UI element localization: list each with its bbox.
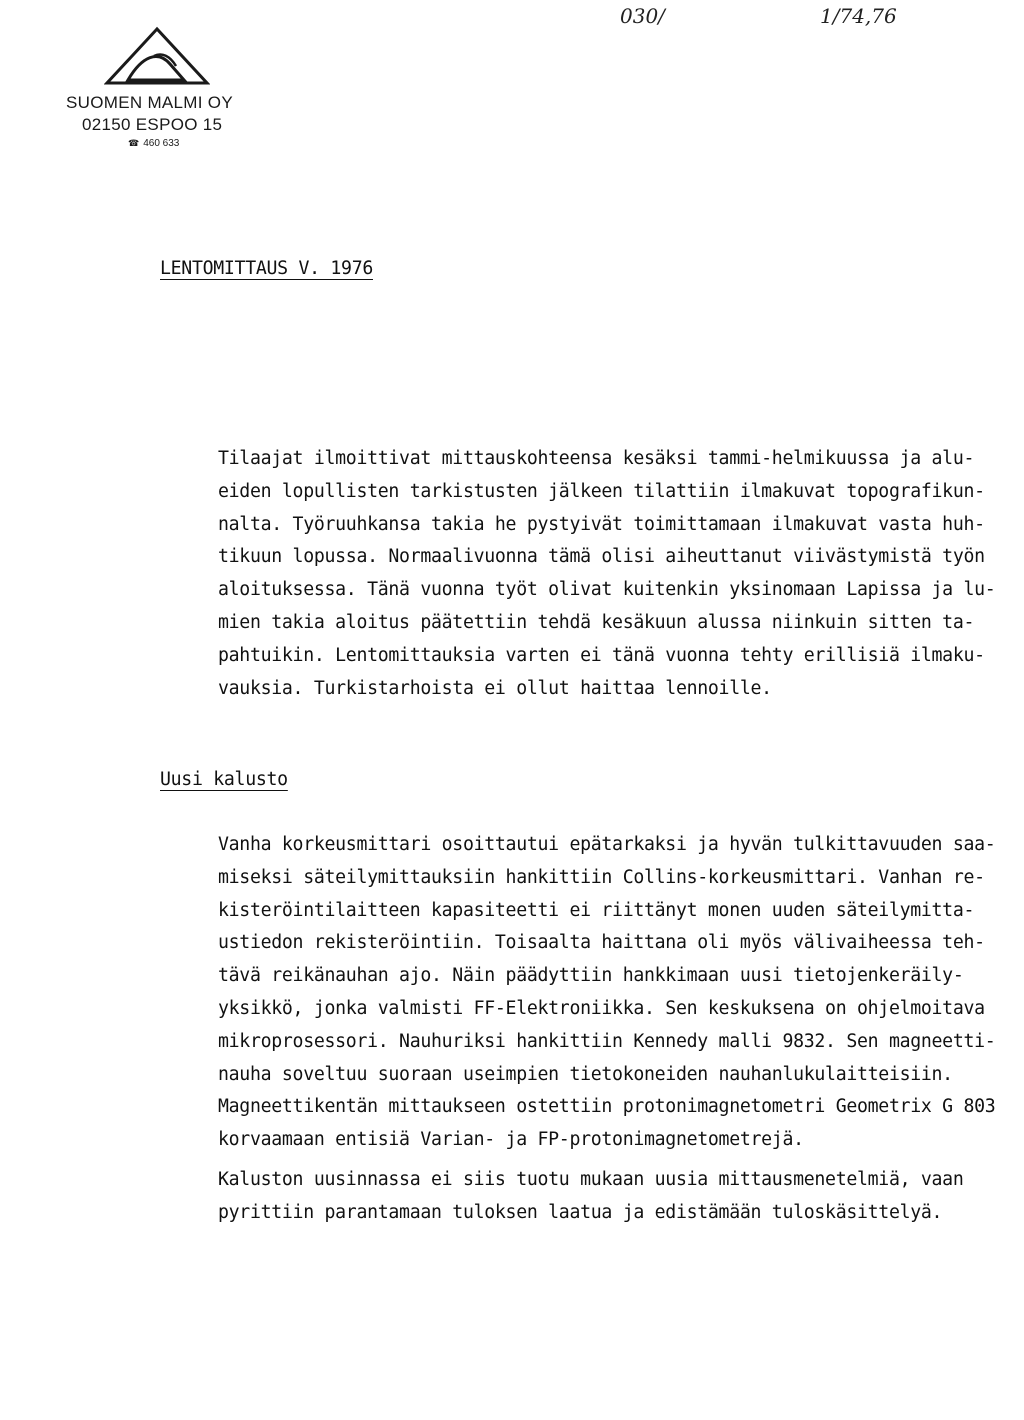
text-line: pyrittiin parantamaan tuloksen laatua ja edistämään tuloskäsittelyä. [218,1201,943,1223]
text-line: Tilaajat ilmoittivat mittauskohteensa kesäksi tammi-helmikuussa ja alu- [218,448,975,469]
company-phone [128,136,233,151]
text-line: nauha soveltuu suoraan useimpien tietokoneiden nauhanlukulaitteisiin. [218,1063,953,1085]
text-line: mikroprosessori. Nauhuriksi hankittiin Kennedy malli 9832. Sen magneetti- [218,1030,996,1052]
text-line: mien takia aloitus päätettiin tehdä kesäkuun alussa niinkuin sitten ta- [218,611,975,633]
handwritten-date: 1/74,76 [820,4,897,28]
company-letterhead [66,92,233,151]
text-line: tävä reikänauhan ajo. Näin päädyttiin hankkimaan uusi tietojenkeräily- [218,965,964,987]
text-line: pahtuikin. Lentomittauksia varten ei tänä vuonna tehty erillisiä ilmaku- [218,644,985,666]
text-line: tikuun lopussa. Normaalivuonna tämä olisi aiheuttanut viivästymistä työn [218,546,985,568]
text-line: nalta. Työruuhkansa takia he pystyivät toimittamaan ilmakuvat vasta huh- [218,513,985,535]
paragraph-equipment [218,829,1008,1157]
text-line: kisteröintilaitteen kapasiteetti ei riittänyt monen uuden säteilymitta- [218,899,975,921]
text-line: aloituksessa. Tänä vuonna työt olivat kuitenkin yksinomaan Lapissa ja lu- [218,579,996,601]
mountain-triangle-logo [104,26,210,86]
text-line: yksikkö, jonka valmisti FF-Elektroniikka. Sen keskuksena on ohjelmoitava [218,997,985,1019]
text-line: Kaluston uusinnassa ei siis tuotu mukaan uusia mittausmenetelmiä, vaan [218,1169,964,1190]
telephone-icon: ☎ [128,138,140,148]
paragraph-summary [218,1164,1008,1230]
text-line: Magneettikentän mittaukseen ostettiin protonimagnetometri Geometrix G 803 [218,1096,996,1118]
company-name: SUOMEN MALMI OY [66,93,233,112]
text-line: Vanha korkeusmittari osoittautui epätarkaksi ja hyvän tulkittavuuden saa- [218,834,996,855]
text-line: korvaamaan entisiä Varian- ja FP-protonimagnetometrejä. [218,1129,804,1151]
handwritten-reference: 030/ [620,4,665,28]
text-line: vauksia. Turkistarhoista ei ollut haittaa lennoille. [218,677,772,699]
text-line: miseksi säteilymittauksiin hankittiin Collins-korkeusmittari. Vanhan re- [218,866,985,888]
section-heading: Uusi kalusto [160,769,288,790]
paragraph-intro [218,443,1008,705]
text-line: eiden lopullisten tarkistusten jälkeen tilattiin ilmakuvat topografikun- [218,480,985,502]
company-address: 02150 ESPOO 15 [82,115,223,134]
text-line: ustiedon rekisteröintiin. Toisaalta haittana oli myös välivaiheessa teh- [218,932,985,954]
phone-number: 460 633 [143,138,180,149]
document-title: LENTOMITTAUS V. 1976 [160,258,373,279]
